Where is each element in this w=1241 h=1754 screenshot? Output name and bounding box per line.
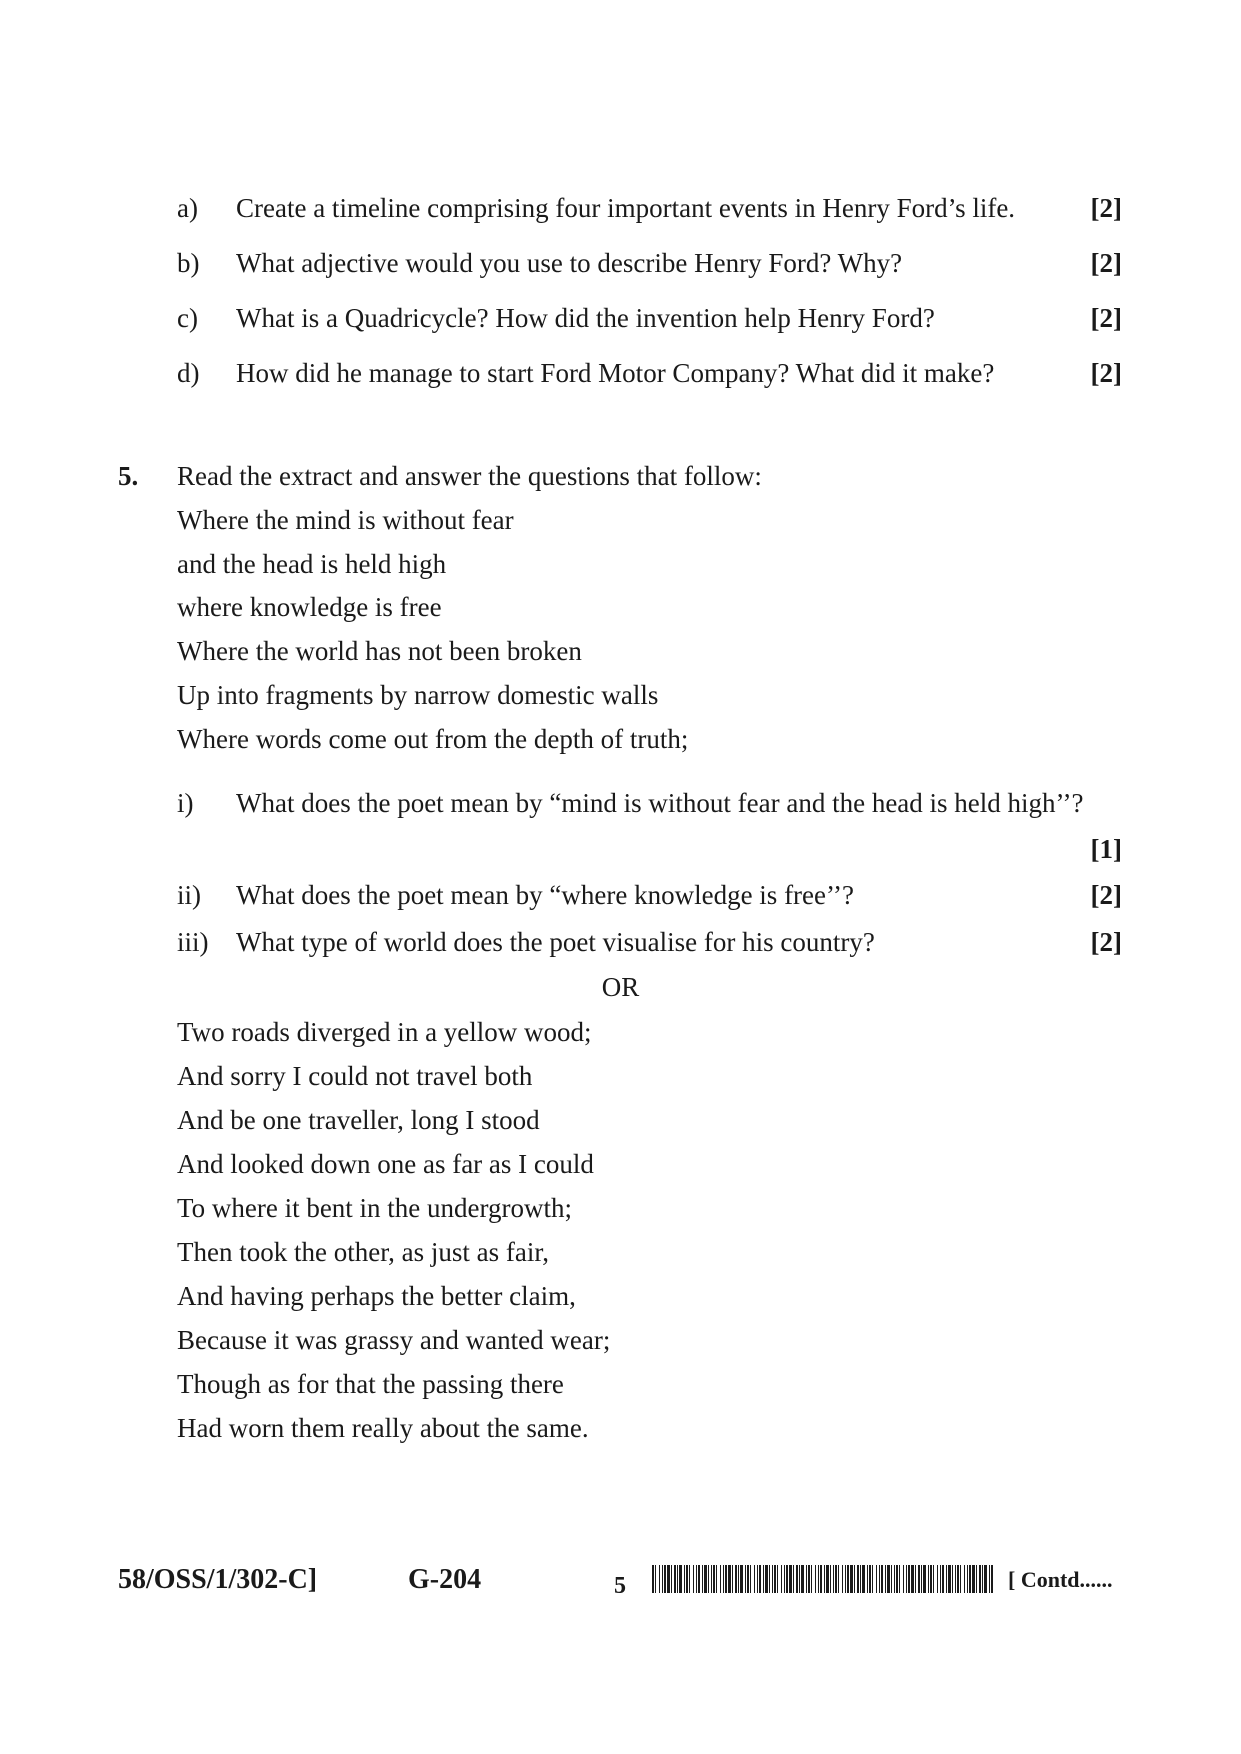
q4-part-marks: [2] [1090,303,1122,333]
barcode-bar [972,1565,975,1593]
barcode-bar [759,1565,761,1593]
barcode-bar [769,1565,770,1593]
q5-question-label: iii) [177,927,209,957]
barcode-bar [876,1565,877,1593]
poem2-line: And sorry I could not travel both [177,1061,533,1091]
barcode-bar [940,1565,941,1593]
barcode-bar [826,1565,829,1593]
barcode-bar [784,1565,785,1593]
q5-question-text: What type of world does the poet visualise for his country? [236,927,875,957]
q5-question-ii [177,875,1122,915]
q4-part-text: What is a Quadricycle? How did the invention help Henry Ford? [236,303,935,333]
barcode-bar [899,1565,900,1593]
barcode-bar [732,1565,733,1593]
barcode-bar [903,1565,904,1593]
barcode-bar [952,1565,953,1593]
q4-part-marks: [2] [1090,358,1122,388]
q4-part-label: b) [177,248,200,278]
barcode-bar [745,1565,746,1593]
barcode-bar [838,1565,839,1593]
poem1-line: Where words come out from the depth of truth; [177,724,689,754]
page-number: 5 [614,1573,626,1599]
barcode-bar [879,1565,880,1593]
barcode-bar [896,1565,898,1593]
barcode-bar [774,1565,776,1593]
barcode-bar [659,1565,660,1593]
question-instruction: Read the extract and answer the questions that follow: [177,461,762,491]
barcode-bar [984,1565,987,1593]
poem2-line: And be one traveller, long I stood [177,1105,540,1135]
barcode-bar [921,1565,922,1593]
poem2-line: To where it bent in the undergrowth; [177,1193,573,1223]
barcode-bar [933,1565,934,1593]
barcode-bar [720,1565,721,1593]
barcode-bar [857,1565,859,1593]
barcode-bar [735,1565,737,1593]
barcode-bar [818,1565,819,1593]
poem2-line: Because it was grassy and wanted wear; [177,1325,611,1355]
q4-part-label: a) [177,193,198,223]
q4-part-text: Create a timeline comprising four important events in Henry Ford’s life. [236,193,1016,223]
barcode-bar [799,1565,800,1593]
barcode-bar [679,1565,682,1593]
barcode-bar [806,1565,807,1593]
poem2-line: Had worn them really about the same. [177,1413,589,1443]
q5-question-marks: [2] [1090,927,1122,957]
barcode-bar [662,1565,663,1593]
barcode-bar [689,1565,690,1593]
poem2-line: Two roads diverged in a yellow wood; [177,1017,592,1047]
q5-question-iii [177,922,1122,962]
barcode-bar [937,1565,938,1593]
barcode-bar [652,1565,654,1593]
barcode-bar [989,1565,990,1593]
barcode-bar [946,1565,947,1593]
poem2-line: And looked down one as far as I could [177,1149,594,1179]
barcode-bar [885,1565,886,1593]
barcode-bar [693,1565,694,1593]
barcode-bar [820,1565,822,1593]
barcode-bar [655,1565,656,1593]
barcode-bar [960,1565,961,1593]
q5-question-text: What does the poet mean by “mind is without fear and the head is held high’’? [236,788,1084,818]
barcode-bar [801,1565,804,1593]
barcode-bar [967,1565,968,1593]
barcode-bar [918,1565,920,1593]
q5-question-i [177,783,1122,823]
barcode-image [652,1565,994,1593]
barcode-bar [686,1565,688,1593]
barcode-bar [862,1565,865,1593]
barcode-bar [723,1565,724,1593]
barcode-bar [664,1565,666,1593]
barcode-bar [891,1565,892,1593]
barcode-bar [845,1565,846,1593]
barcode-bar [671,1565,672,1593]
barcode-bar [964,1565,965,1593]
barcode-bar [872,1565,873,1593]
poem1-line: Where the mind is without fear [177,505,514,535]
barcode-bar [667,1565,670,1593]
barcode-bar [772,1565,773,1593]
barcode-bar [930,1565,932,1593]
question-number: 5. [118,461,139,491]
barcode-bar [815,1565,816,1593]
barcode-bar [867,1565,868,1593]
q4-part-c [177,298,1122,338]
poem2-line: And having perhaps the better claim, [177,1281,576,1311]
barcode-bar [833,1565,834,1593]
barcode-bar [674,1565,676,1593]
q5-question-label: ii) [177,880,201,910]
barcode-bar [716,1565,717,1593]
barcode-bar [796,1565,798,1593]
barcode-bar [982,1565,983,1593]
barcode-bar [811,1565,812,1593]
barcode-bar [948,1565,951,1593]
q4-part-label: c) [177,303,198,333]
barcode-bar [728,1565,731,1593]
barcode-bar [777,1565,778,1593]
poem1-line: Where the world has not been broken [177,636,582,666]
barcode-bar [704,1565,707,1593]
barcode-bar [740,1565,743,1593]
barcode-bar [754,1565,755,1593]
barcode-bar [850,1565,853,1593]
barcode-bar [702,1565,703,1593]
poem2-line: Though as for that the passing there [177,1369,564,1399]
poem1-line: and the head is held high [177,549,447,579]
barcode-bar [711,1565,712,1593]
q4-part-a [177,188,1122,228]
q5-question-marks: [2] [1090,880,1122,910]
barcode-bar [750,1565,751,1593]
barcode-bar [781,1565,782,1593]
barcode-bar [887,1565,890,1593]
poem1-line: where knowledge is free [177,592,442,622]
barcode-bar [713,1565,715,1593]
barcode-bar [860,1565,861,1593]
barcode-bar [894,1565,895,1593]
barcode-bar [942,1565,944,1593]
barcode-bar [976,1565,977,1593]
barcode-bar [969,1565,971,1593]
barcode-bar [908,1565,910,1593]
barcode-bar [824,1565,825,1593]
barcode-bar [835,1565,837,1593]
barcode-bar [698,1565,700,1593]
q4-part-b [177,243,1122,283]
barcode-bar [906,1565,907,1593]
barcode-bar [763,1565,764,1593]
q4-part-text: What adjective would you use to describe Henry Ford? Why? [236,248,903,278]
barcode-bar [915,1565,916,1593]
q5-question-text: What does the poet mean by “where knowledge is free’’? [236,880,854,910]
barcode-bar [842,1565,843,1593]
barcode-bar [725,1565,727,1593]
barcode-bar [911,1565,914,1593]
barcode-bar [979,1565,981,1593]
barcode-bar [955,1565,956,1593]
barcode-bar [793,1565,794,1593]
barcode-bar [991,1565,993,1593]
q5-question-label: i) [177,788,194,818]
paper-code: 58/OSS/1/302-C] [118,1564,318,1595]
barcode-bar [830,1565,831,1593]
barcode-bar [786,1565,788,1593]
barcode-bar [708,1565,709,1593]
barcode-bar [677,1565,678,1593]
q4-part-marks: [2] [1090,193,1122,223]
poem2-line: Then took the other, as just as fair, [177,1237,549,1267]
or-divider: OR [601,972,640,1002]
barcode-bar [854,1565,855,1593]
q4-part-d [177,353,1122,393]
barcode-bar [869,1565,871,1593]
barcode-bar [757,1565,758,1593]
barcode-bar [923,1565,926,1593]
barcode-bar [747,1565,749,1593]
barcode-bar [847,1565,849,1593]
barcode-bar [789,1565,792,1593]
barcode-bar [738,1565,739,1593]
barcode-bar [881,1565,883,1593]
q4-part-marks: [2] [1090,248,1122,278]
barcode-bar [957,1565,959,1593]
barcode-bar [696,1565,697,1593]
contd-label: [ Contd...... [1008,1567,1113,1592]
q4-part-label: d) [177,358,200,388]
barcode-bar [928,1565,929,1593]
q4-part-text: How did he manage to start Ford Motor Company? What did it make? [236,358,995,388]
barcode-bar [808,1565,810,1593]
poem1-line: Up into fragments by narrow domestic walls [177,680,659,710]
q5-question-marks: [1] [1090,834,1122,864]
barcode-bar [765,1565,768,1593]
barcode-bar [684,1565,685,1593]
series-code: G-204 [408,1564,482,1595]
